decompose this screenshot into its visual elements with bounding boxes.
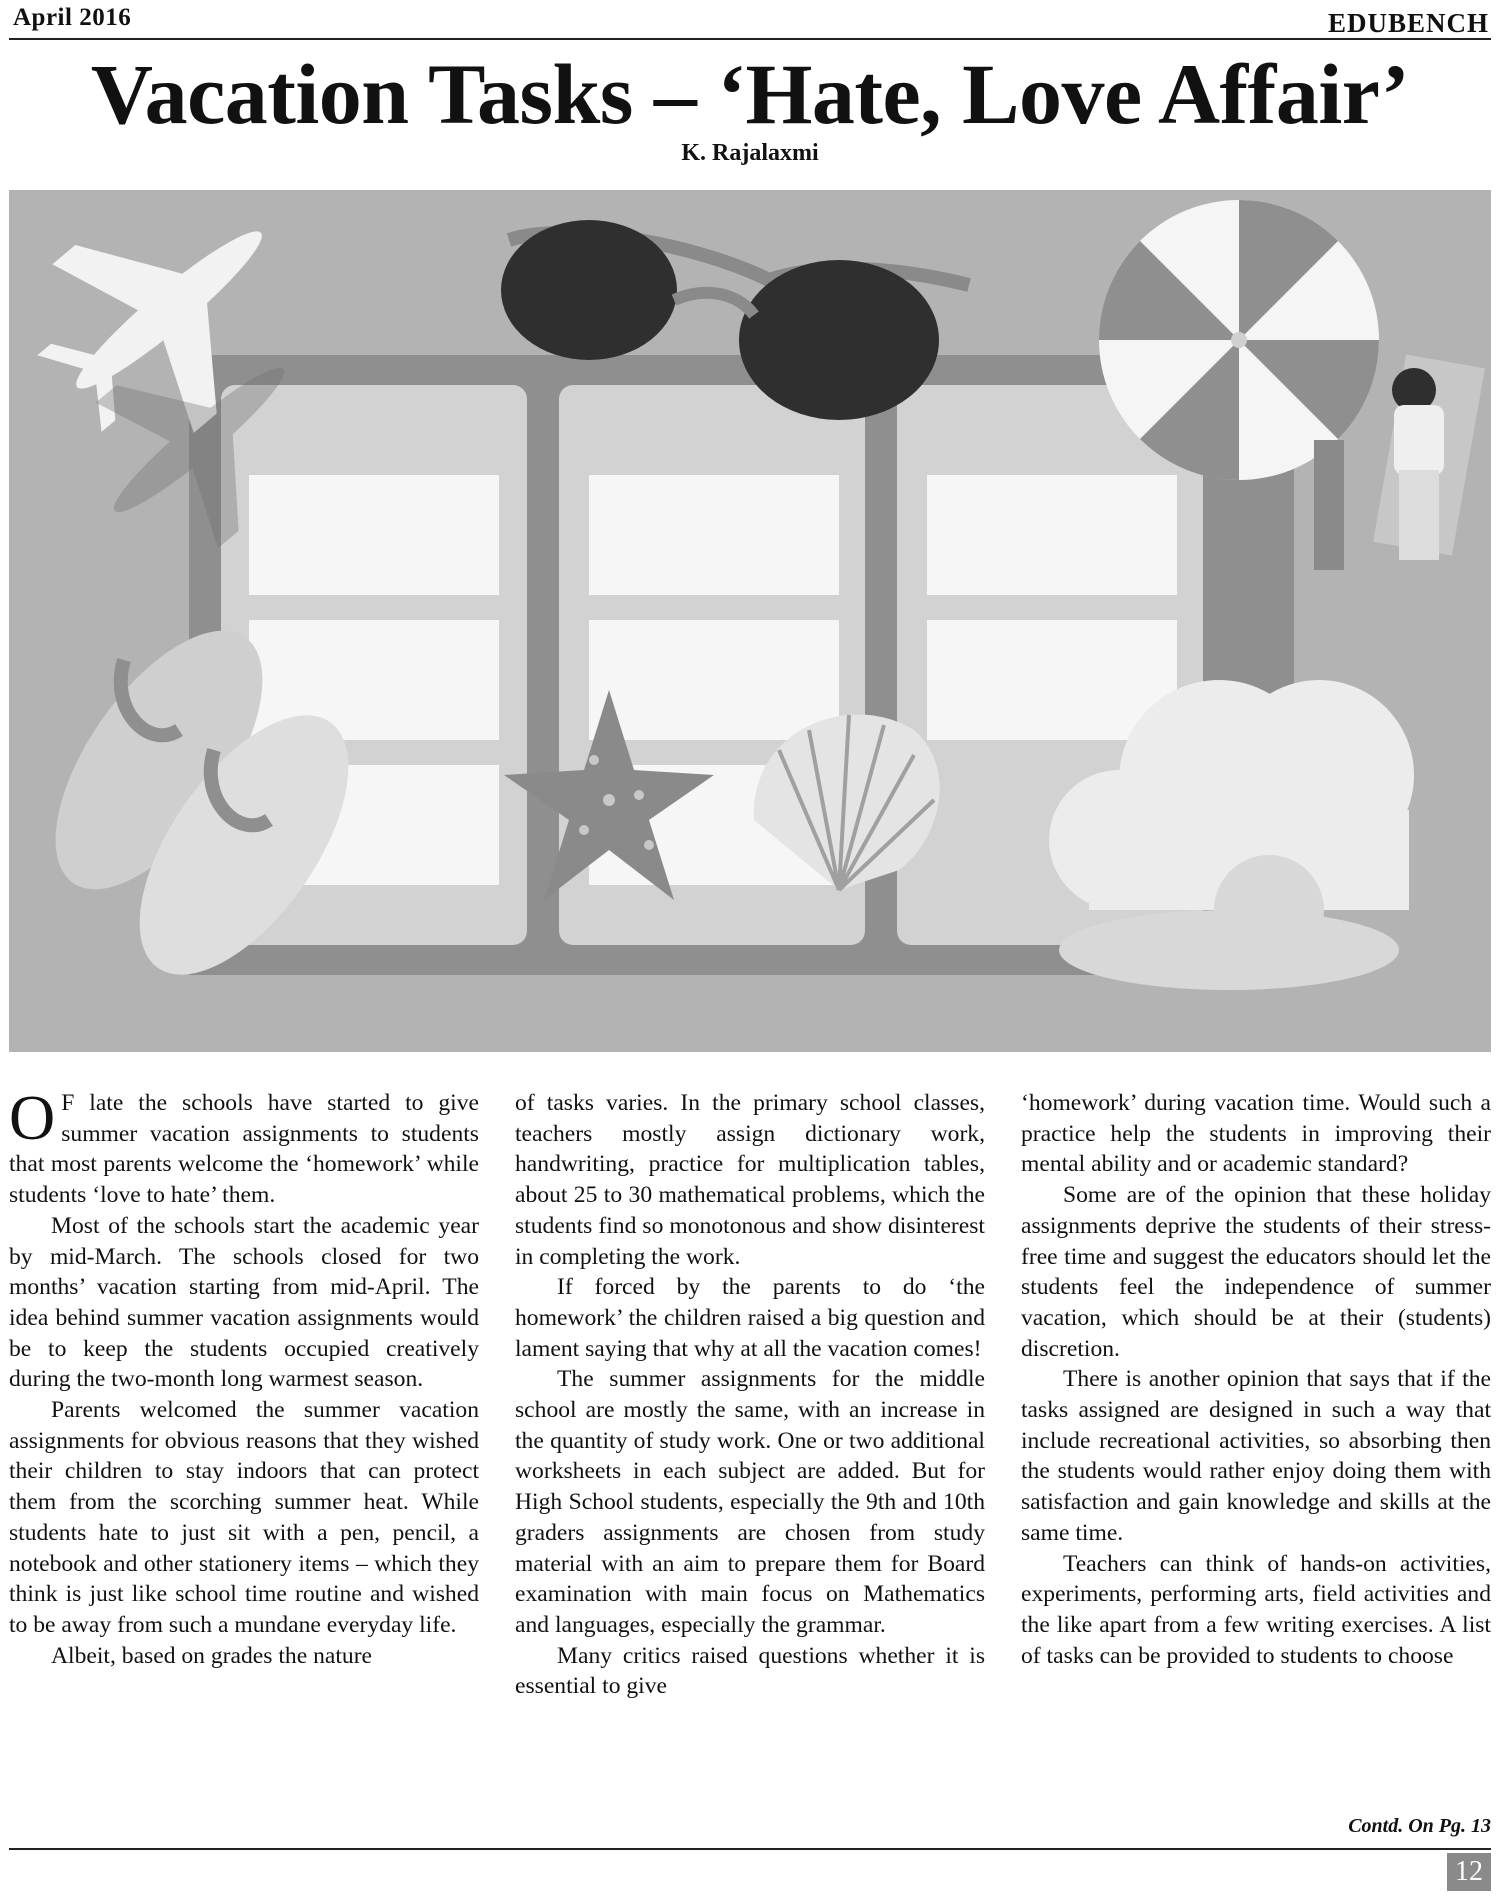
paragraph-8: Some are of the opinion that these holiday assignments deprive the students of their stress-free time and suggest the educators should let the students feel the independence of summer vacation, which should be at their (students) discretion. [1021,1182,1491,1362]
paragraph-4: Albeit, based on grades the nature [51,1642,373,1669]
paragraph-9: There is another opinion that says that if the tasks assigned are designed in such a way that include recreational activities, so absorbing then the students would rather enjoy doing them with satisfaction and gain knowledge and skills at the same time. [1021,1366,1491,1546]
issue-date: April 2016 [13,4,132,31]
paragraph-1: O F late the schools have started to give summer vacation assignments to students that most parents welcome the ‘homework’ while students ‘love to hate’ them. [9,1082,479,1209]
continued-note: Contd. On Pg. 13 [1348,1815,1491,1837]
paragraph-7-contd: ‘homework’ during vacation time. Would such a practice help the students in improving their mental ability and or academic standard? [1021,1090,1491,1178]
page-number: 12 [1447,1853,1491,1891]
masthead [9,0,1491,40]
footer-divider [9,1848,1491,1850]
paragraph-7: Many critics raised questions whether it is essential to give [515,1642,985,1700]
drop-cap: O [9,1082,56,1153]
publication-name: EDUBENCH [1327,8,1489,38]
beach-umbrella-icon [1099,200,1379,480]
paragraph-3: Parents welcomed the summer vacation assignments for obvious reasons that they wished their children to stay indoors that can protect them from the scorching summer heat. While students hate to just sit with a pen, pencil, a notebook and other stationery items – which they think is just like school time routine and wished to be away from such a mundane everyday life. [9,1397,479,1638]
paragraph-10: Teachers can think of hands-on activities, experiments, performing arts, field activities and the like apart from a few writing exercises. A list of tasks can be provided to students to choose [1021,1550,1491,1669]
paragraph-2: Most of the schools start the academic year by mid-March. The schools closed for two months’ vacation starting from mid-April. The idea behind summer vacation assignments would be to keep the students occupied creatively during the two-month long warmest season. [9,1212,479,1393]
article-body [9,1082,1491,1808]
vacation-illustration [9,190,1491,1052]
article-column-2 [515,1088,985,1808]
article-column-1 [9,1082,479,1808]
article-author: K. Rajalaxmi [681,140,819,166]
article-column-3 [1021,1088,1491,1808]
article-title: Vacation Tasks – ‘Hate, Love Affair’ [90,46,1410,142]
paragraph-5: If forced by the parents to do ‘the homework’ the children raised a big question and lament saying that why at all the vacation comes! [515,1274,985,1362]
paragraph-6: The summer assignments for the middle school are mostly the same, with an increase in the quantity of study work. One or two additional worksheets in each subject are added. But for High School students, especially the 9th and 10th graders assignments are chosen from study material with an aim to prepare them for Board examination with main focus on Mathematics and languages, especially the grammar. [515,1366,985,1638]
paragraph-4-contd: of tasks varies. In the primary school classes, teachers mostly assign dictionary work, handwriting, practice for multiplication tables, about 25 to 30 mathematical problems, which the students find so monotonous and show disinterest in completing the work. [515,1090,985,1270]
